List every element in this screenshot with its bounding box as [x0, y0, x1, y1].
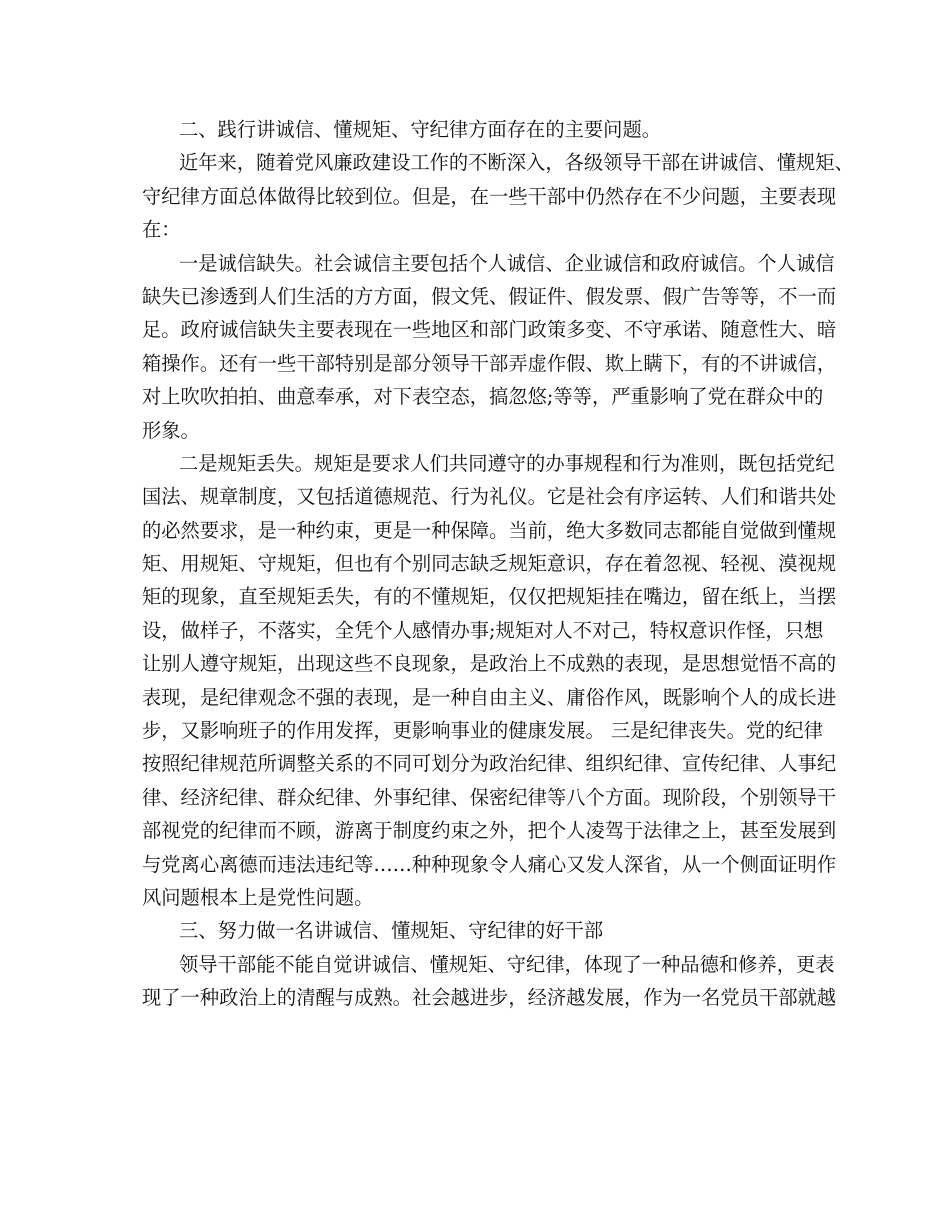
text-line: 在：: [142, 218, 181, 242]
text-line: 形象。: [142, 418, 200, 442]
text-line: 风问题根本上是党性问题。: [142, 885, 374, 909]
document-body: [142, 113, 854, 1015]
text-line: 矩、用规矩、守规矩，但也有个别同志缺乏规矩意识，存在着忽视、轻视、漠视规: [142, 552, 837, 576]
text-line: 的必然要求，是一种约束，更是一种保障。当前，绝大多数同志都能自觉做到懂规: [142, 518, 837, 542]
text-line: 近年来，随着党风廉政建设工作的不断深入，各级领导干部在讲诚信、懂规矩、: [179, 151, 854, 175]
text-line: 缺失已渗透到人们生活的方方面，假文凭、假证件、假发票、假广告等等，不一而: [142, 284, 837, 308]
text-line: 设，做样子，不落实，全凭个人感情办事;规矩对人不对己，特权意识作怪，只想: [142, 618, 824, 642]
text-line: 领导干部能不能自觉讲诚信、懂规矩、守纪律，体现了一种品德和修养，更表: [179, 952, 835, 976]
text-line: 表现，是纪律观念不强的表现，是一种自由主义、庸俗作风，既影响个人的成长进: [142, 685, 837, 709]
text-line: 足。政府诚信缺失主要表现在一些地区和部门政策多变、不守承诺、随意性大、暗: [142, 318, 837, 342]
text-line: 对上吹吹拍拍、曲意奉承，对下表空态，搞忽悠;等等，严重影响了党在群众中的: [142, 385, 824, 409]
text-line: 部视党的纪律而不顾，游离于制度约束之外，把个人凌驾于法律之上，甚至发展到: [142, 819, 837, 843]
text-line: 矩的现象，直至规矩丢失，有的不懂规矩，仅仅把规矩挂在嘴边，留在纸上，当摆: [142, 585, 837, 609]
text-line: 二、践行讲诚信、懂规矩、守纪律方面存在的主要问题。: [179, 118, 662, 141]
text-line: 箱操作。还有一些干部特别是部分领导干部弄虚作假、欺上瞒下，有的不讲诚信，: [142, 351, 837, 375]
text-line: 律、经济纪律、群众纪律、外事纪律、保密纪律等八个方面。现阶段，个别领导干: [142, 785, 837, 809]
text-line: 按照纪律规范所调整关系的不同可划分为政治纪律、组织纪律、宣传纪律、人事纪: [142, 752, 837, 776]
text-line: 步，又影响班子的作用发挥，更影响事业的健康发展。 三是纪律丧失。党的纪律: [142, 719, 823, 743]
text-line: 三、努力做一名讲诚信、懂规矩、守纪律的好干部: [179, 919, 604, 943]
text-line: 与党离心离德而违法违纪等……种种现象令人痛心又发人深省，从一个侧面证明作: [142, 852, 837, 876]
text-line: 二是规矩丢失。规矩是要求人们共同遵守的办事规程和行为准则，既包括党纪: [179, 451, 835, 475]
text-line: 国法、规章制度，又包括道德规范、行为礼仪。它是社会有序运转、人们和谐共处: [142, 485, 837, 509]
text-line: 让别人遵守规矩，出现这些不良现象，是政治上不成熟的表现，是思想觉悟不高的: [142, 652, 837, 676]
text-line: 一是诚信缺失。社会诚信主要包括个人诚信、企业诚信和政府诚信。个人诚信: [179, 251, 835, 275]
text-line: 现了一种政治上的清醒与成熟。社会越进步，经济越发展，作为一名党员干部就越: [142, 986, 837, 1010]
text-line: 守纪律方面总体做得比较到位。但是，在一些干部中仍然存在不少问题，主要表现: [142, 184, 837, 208]
